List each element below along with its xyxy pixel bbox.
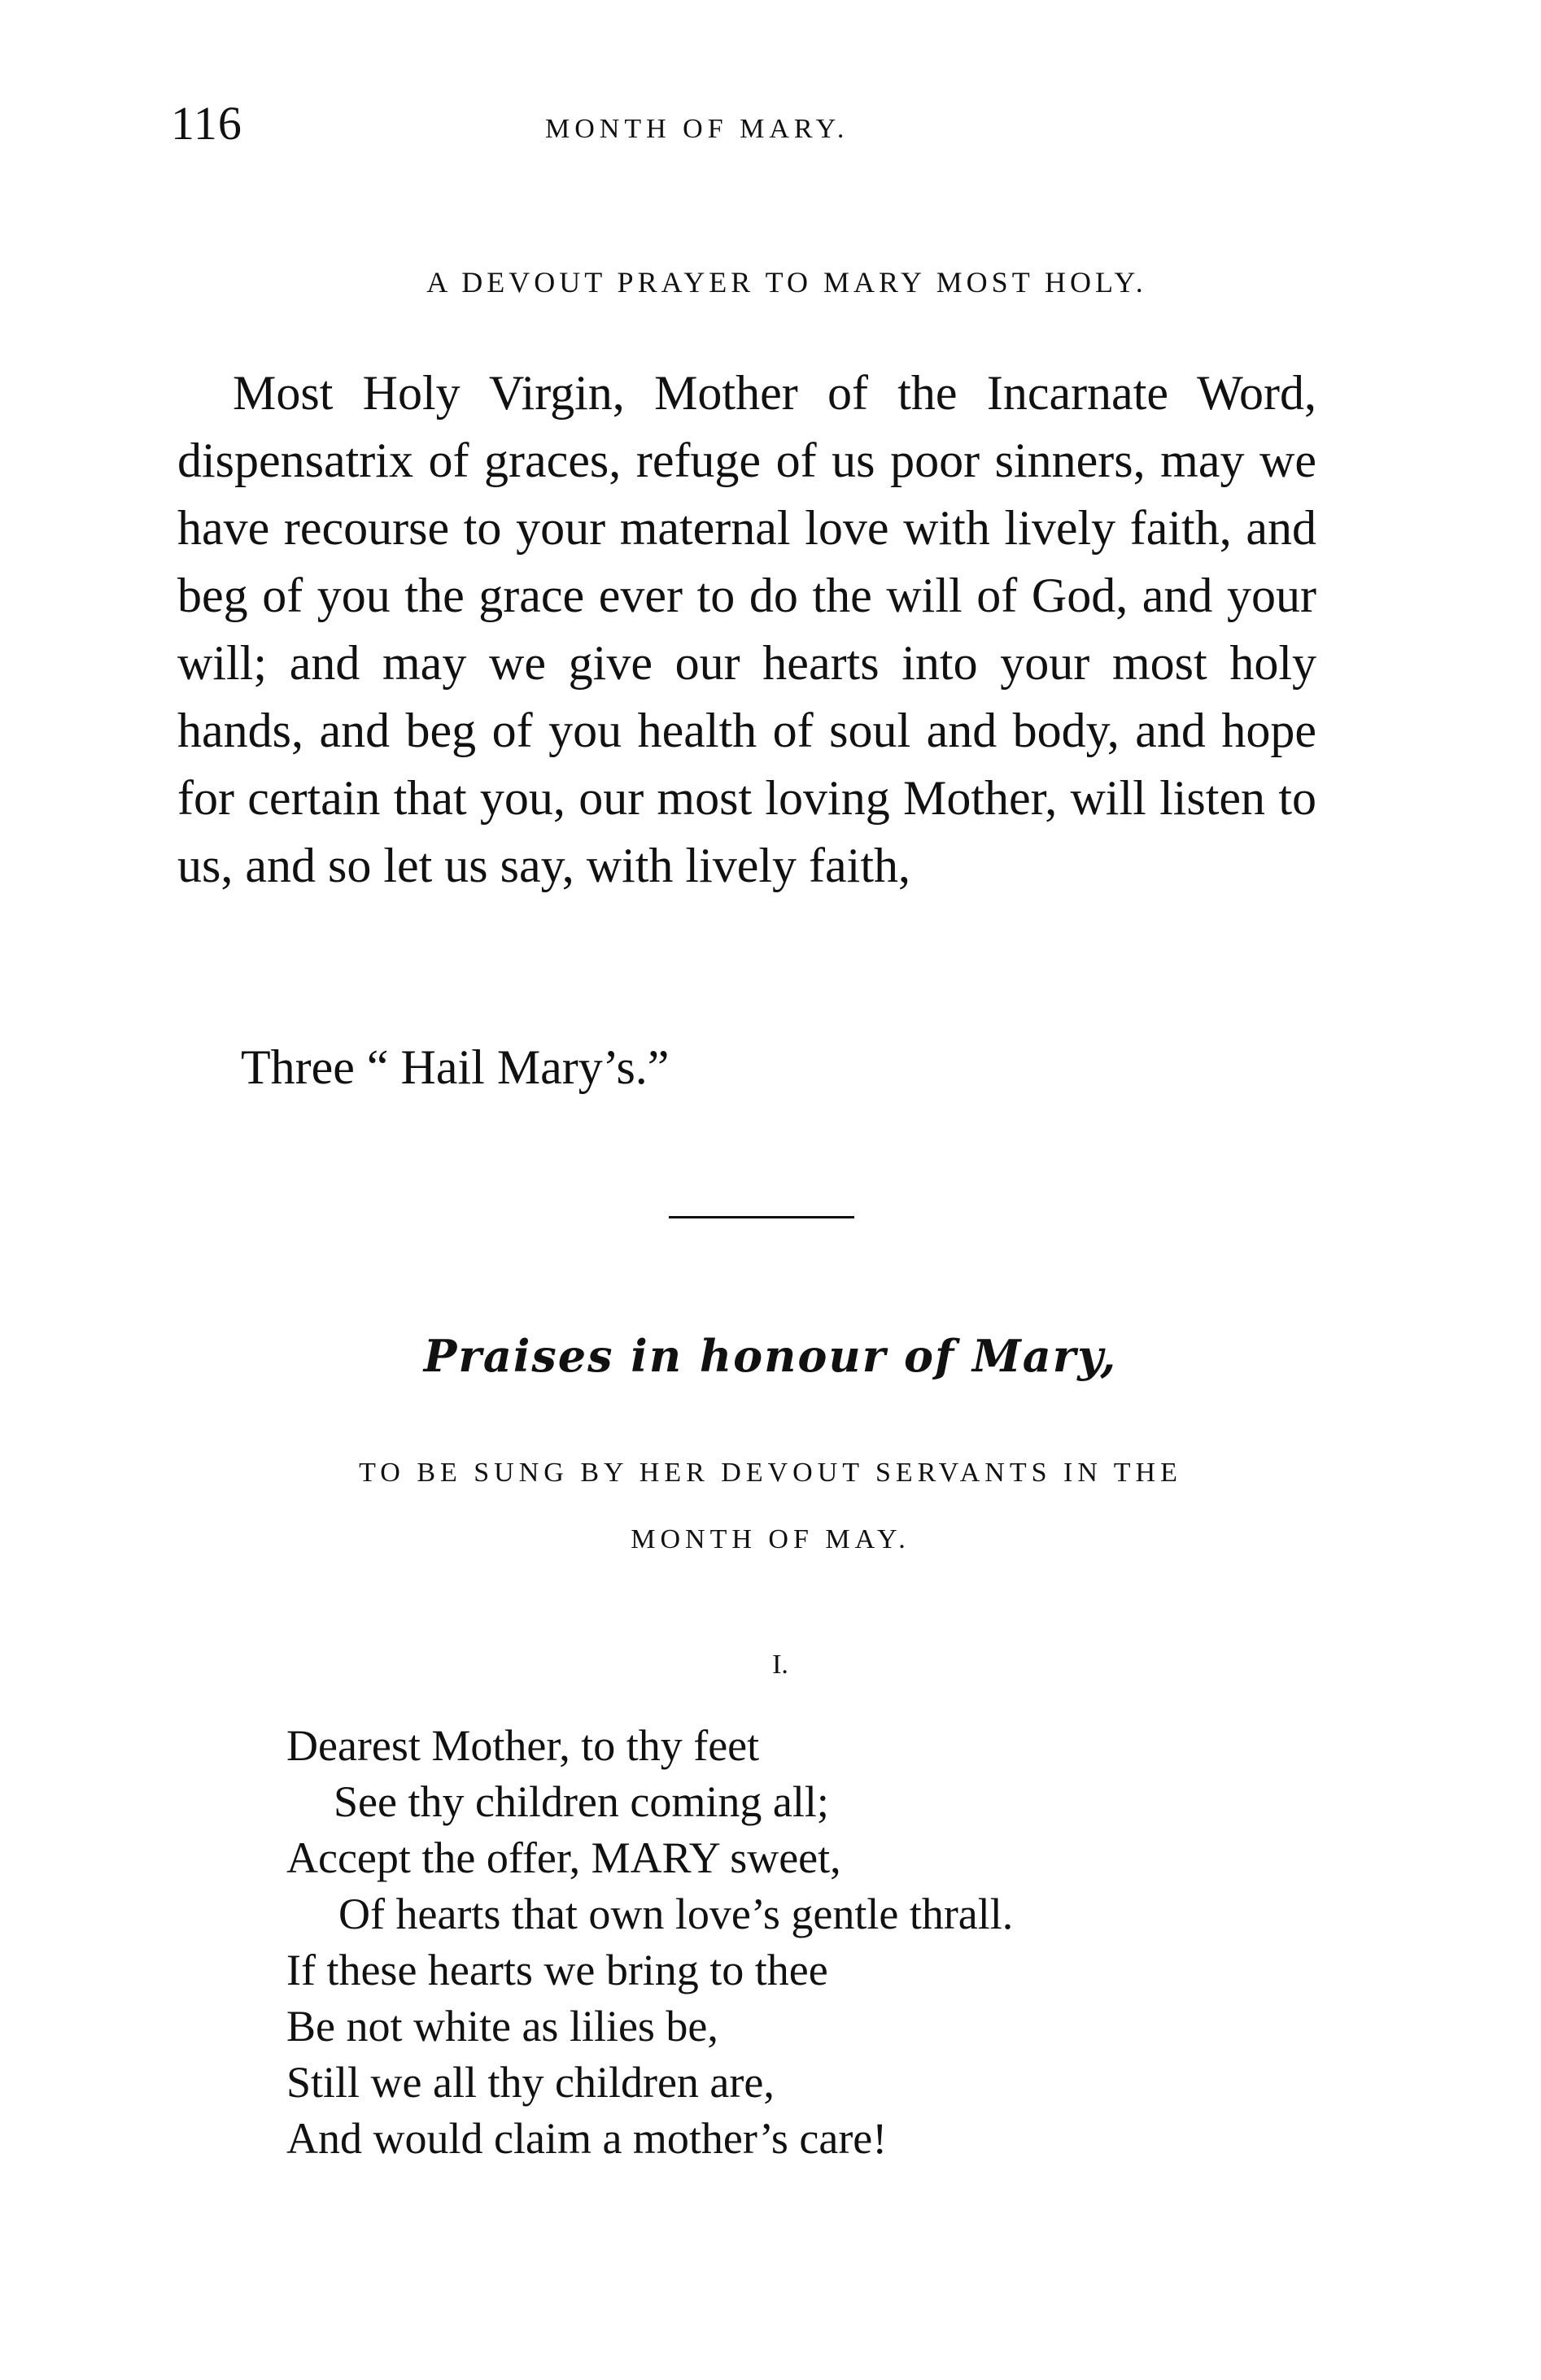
- verse-line: If these hearts we bring to thee: [286, 1946, 828, 1994]
- page-number: 116: [171, 97, 242, 150]
- stanza-number: I.: [772, 1650, 788, 1680]
- section-subtitle-line-2: MONTH OF MAY.: [631, 1524, 910, 1554]
- prayer-ending: Three “ Hail Mary’s.”: [241, 1040, 670, 1094]
- verse-line: Be not white as lilies be,: [286, 2002, 718, 2051]
- prayer-heading: A DEVOUT PRAYER TO MARY MOST HOLY.: [426, 266, 1147, 299]
- verse-line: Dearest Mother, to thy feet: [286, 1721, 760, 1770]
- stanza: [286, 1718, 1263, 2167]
- running-head: [171, 96, 1326, 161]
- verse-line: Accept the offer, MARY sweet,: [286, 1833, 841, 1882]
- verse-line: Still we all thy children are,: [286, 2058, 775, 2107]
- verse-line: And would claim a mother’s care!: [286, 2114, 888, 2163]
- running-title: MONTH OF MARY.: [545, 114, 849, 144]
- prayer-body: Most Holy Virgin, Mother of the Incarnate Word, dispensatrix of graces, refuge of us poor sinners, may we have recourse to your maternal love with lively faith, and beg of you the grace ever to do the will of God, and your will; and may we give our hearts into your most holy hands, and beg of you health of soul and body, and hope for certain that you, our most loving Mother, will listen to us, and so let us say, with lively faith,: [177, 366, 1316, 892]
- section-divider: [669, 1216, 854, 1218]
- section-title: Praises in honour of Mary,: [423, 1330, 1118, 1382]
- section-subtitle-line-1: TO BE SUNG BY HER DEVOUT SERVANTS IN THE: [359, 1458, 1182, 1488]
- verse-line: See thy children coming all;: [334, 1777, 829, 1826]
- verse-line: Of hearts that own love’s gentle thrall.: [338, 1890, 1014, 1938]
